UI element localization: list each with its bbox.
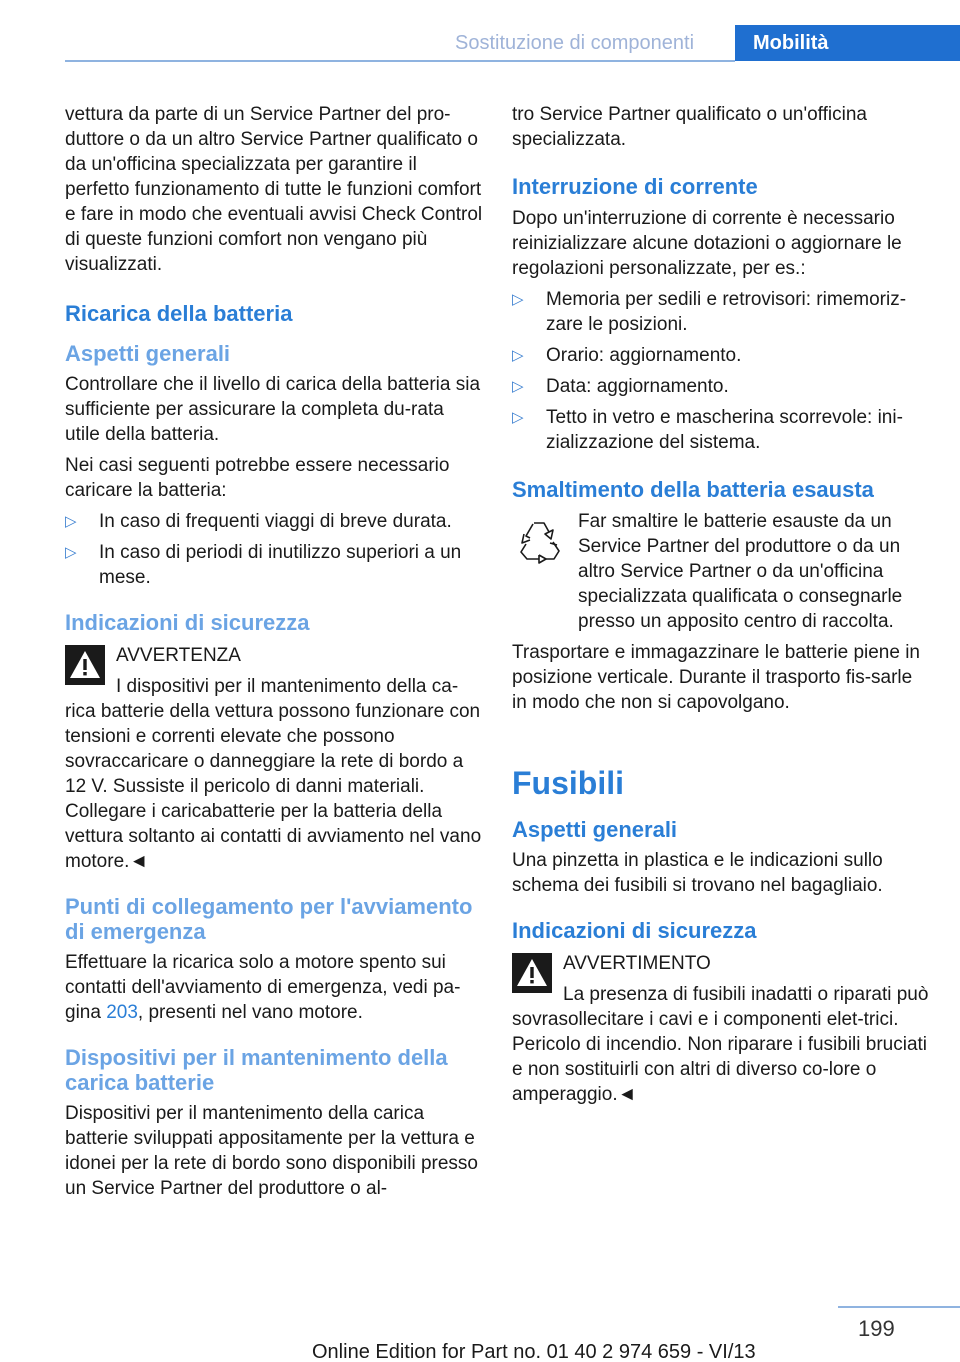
triangle-right-icon: ▷ — [512, 409, 524, 426]
paragraph: vettura da parte di un Service Partner del pro-duttore o da un altro Service Partner qualificato o da un'officina specializzata per garantire il perfetto funzionamento di tutte le funzioni comfort e fare in modo che eventuali avvisi Check Control di queste funzioni comfort non vengano più visualizzati. — [65, 104, 483, 275]
heading-fusibili: Fusibili — [512, 765, 624, 801]
heading-indicazioni-sicurezza: Indicazioni di sicurezza — [512, 918, 757, 943]
right-column — [512, 102, 930, 1113]
heading-aspetti-generali: Aspetti generali — [65, 341, 231, 366]
heading-dispositivi: Dispositivi per il mantenimento della carica batterie — [65, 1045, 448, 1095]
triangle-right-icon: ▷ — [512, 347, 524, 364]
warning-triangle-icon — [512, 953, 552, 993]
heading-indicazioni-sicurezza: Indicazioni di sicurezza — [65, 610, 310, 635]
edition-note: Online Edition for Part no. 01 40 2 974 659 - VI/13 — [312, 1341, 756, 1362]
paragraph: Dispositivi per il mantenimento della carica batterie sviluppati appositamente per la vettura e idonei per la rete di bordo sono disponibili presso un Service Partner del produttore o al- — [65, 1103, 478, 1199]
bullet-list — [512, 287, 930, 455]
paragraph: Controllare che il livello di carica della batteria sia sufficiente per assicurare la completa du-rata utile della batteria. — [65, 374, 481, 445]
paragraph: Trasportare e immagazzinare le batterie piene in posizione verticale. Durante il trasporto fis-sarle in modo che non si capovolgano. — [512, 642, 920, 713]
triangle-right-icon: ▷ — [65, 544, 77, 561]
paragraph: tro Service Partner qualificato o un'officina specializzata. — [512, 104, 867, 150]
recycle-note — [512, 509, 930, 634]
warning-text: I dispositivi per il mantenimento della ca-rica batterie della vettura possono funzionare con tensioni e correnti elevate che possono sovraccaricare o danneggiare la rete di bordo a 12 V. Sussiste il pericolo di danni materiali. Collegare i caricabatterie per la batteria della vettura soltanto ai contatti di avviamento nel vano motore.◄ — [65, 676, 482, 872]
list-item: ▷ In caso di frequenti viaggi di breve durata. — [65, 511, 452, 532]
warning-note — [65, 643, 483, 874]
warning-note — [512, 951, 930, 1107]
warning-text: La presenza di fusibili inadatti o riparati può sovrasollecitare i cavi e i componenti elet-trici. Pericolo di incendio. Non riparare i fusibili bruciati e non sostituirli con altri di diverso co-lore o amperaggio.◄ — [512, 984, 929, 1105]
list-item: ▷ In caso di periodi di inutilizzo superiori a un mese. — [65, 542, 462, 588]
left-column — [65, 102, 483, 1207]
heading-interruzione: Interruzione di corrente — [512, 174, 758, 199]
paragraph: Effettuare la ricarica solo a motore spento sui contatti dell'avviamento di emergenza, vedi pa-gina 203, presenti nel vano motore. — [65, 952, 461, 1023]
paragraph: Una pinzetta in plastica e le indicazioni sullo schema dei fusibili si trovano nel bagagliaio. — [512, 850, 883, 896]
warning-title: AVVERTIMENTO — [563, 953, 711, 974]
running-header-chapter: Mobilità — [735, 25, 960, 61]
page-link[interactable]: 203 — [106, 1002, 138, 1023]
recycle-text: Far smaltire le batterie esauste da un Service Partner del produttore o da un altro Service Partner o da un'officina specializzata qualificata o consegnarle presso un apposito centro di raccolta. — [578, 511, 903, 632]
footer-divider — [838, 1306, 960, 1308]
heading-ricarica: Ricarica della batteria — [65, 301, 293, 326]
page-number: 199 — [858, 1316, 895, 1341]
warning-title: AVVERTENZA — [116, 645, 241, 666]
header-divider — [65, 60, 735, 62]
list-item: ▷ Memoria per sedili e retrovisori: rimemoriz-zare le posizioni. — [512, 289, 907, 335]
list-item: ▷ Data: aggiornamento. — [512, 376, 729, 397]
list-item: ▷ Tetto in vetro e mascherina scorrevole: ini-zializzazione del sistema. — [512, 407, 903, 453]
heading-smaltimento: Smaltimento della batteria esausta — [512, 477, 874, 502]
triangle-right-icon: ▷ — [512, 291, 524, 308]
triangle-right-icon: ▷ — [512, 378, 524, 395]
bullet-list — [65, 509, 483, 590]
paragraph: Dopo un'interruzione di corrente è necessario reinizializzare alcune dotazioni o aggiornare le regolazioni personalizzate, per es.: — [512, 208, 902, 279]
heading-aspetti-generali: Aspetti generali — [512, 817, 678, 842]
triangle-right-icon: ▷ — [65, 513, 77, 530]
warning-triangle-icon — [65, 645, 105, 685]
recycle-icon — [514, 515, 564, 565]
heading-punti-collegamento: Punti di collegamento per l'avviamento di emergenza — [65, 894, 473, 944]
paragraph: Nei casi seguenti potrebbe essere necessario caricare la batteria: — [65, 455, 450, 501]
list-item: ▷ Orario: aggiornamento. — [512, 345, 742, 366]
running-header-section: Sostituzione di componenti — [455, 32, 695, 54]
